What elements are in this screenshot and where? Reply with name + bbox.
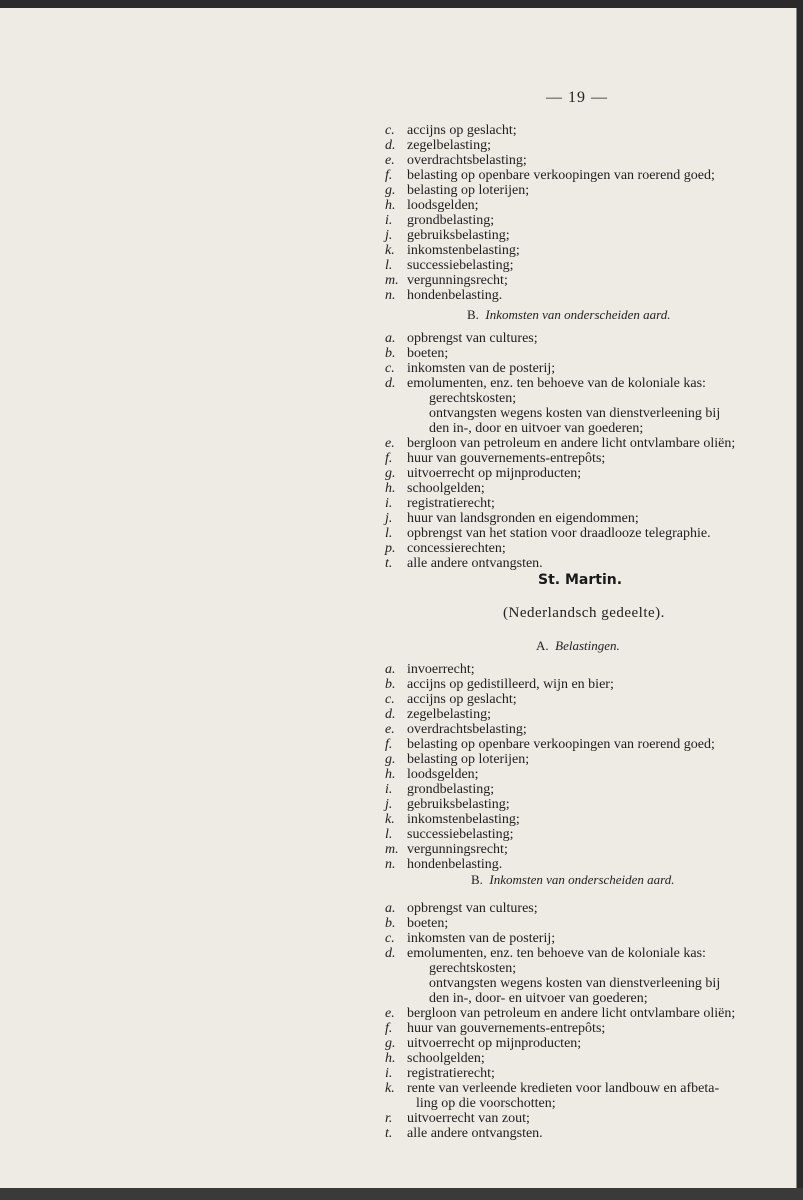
item-text: uitvoerrecht van zout; (407, 1111, 530, 1126)
item-text: gebruiksbelasting; (407, 228, 510, 243)
item-text: inkomsten van de posterij; (407, 361, 556, 376)
item-text: rente van verleende kredieten voor landbouw en afbeta- (407, 1081, 720, 1096)
item-marker: m. (385, 273, 399, 288)
item-text: grondbelasting; (407, 213, 495, 228)
item-text: opbrengst van het station voor draadlooze telegraphie. (407, 526, 711, 541)
item-text: huur van landsgronden en eigendommen; (407, 511, 639, 526)
continuation-line: gerechtskosten; (429, 391, 517, 406)
item-marker: h. (385, 481, 396, 496)
section-heading-b (471, 872, 675, 888)
item-text: opbrengst van cultures; (407, 901, 538, 916)
item-marker: k. (385, 243, 395, 258)
item-marker: a. (385, 901, 396, 916)
item-marker: g. (385, 1036, 396, 1051)
heading-title: Belastingen. (555, 638, 620, 653)
item-marker: b. (385, 677, 396, 692)
item-marker: e. (385, 153, 395, 168)
item-marker: g. (385, 752, 396, 767)
item-marker: f. (385, 168, 393, 183)
item-text: grondbelasting; (407, 782, 495, 797)
item-text: vergunningsrecht; (407, 842, 508, 857)
item-marker: l. (385, 258, 393, 273)
item-text: registratierecht; (407, 1066, 495, 1081)
item-text: bergloon van petroleum en andere licht ontvlambare oliën; (407, 1006, 736, 1021)
item-text: emolumenten, enz. ten behoeve van de koloniale kas: (407, 946, 706, 961)
item-marker: a. (385, 331, 396, 346)
item-text: registratierecht; (407, 496, 495, 511)
item-marker: b. (385, 916, 396, 931)
item-marker: i. (385, 1066, 393, 1081)
item-text: vergunningsrecht; (407, 273, 508, 288)
scan-border (0, 1188, 803, 1200)
heading-letter: B. (471, 872, 483, 887)
item-marker: j. (385, 228, 393, 243)
section-heading-a (536, 638, 620, 654)
item-marker: c. (385, 361, 395, 376)
item-marker: c. (385, 123, 395, 138)
heading-letter: B. (467, 307, 479, 322)
item-marker: g. (385, 183, 396, 198)
heading-title: Inkomsten van onderscheiden aard. (485, 307, 671, 322)
item-marker: k. (385, 1081, 395, 1096)
item-marker: e. (385, 722, 395, 737)
item-marker: l. (385, 526, 393, 541)
item-marker: t. (385, 1126, 393, 1141)
item-marker: l. (385, 827, 393, 842)
item-marker: g. (385, 466, 396, 481)
item-text: huur van gouvernements-entrepôts; (407, 1021, 606, 1036)
heading-letter: A. (536, 638, 549, 653)
item-text: inkomstenbelasting; (407, 243, 520, 258)
item-text: uitvoerrecht op mijnproducten; (407, 466, 582, 481)
item-text: zegelbelasting; (407, 707, 491, 722)
item-marker: f. (385, 451, 393, 466)
continuation-line: den in-, door en uitvoer van goederen; (429, 421, 644, 436)
item-text: alle andere ontvangsten. (407, 1126, 543, 1141)
item-marker: h. (385, 198, 396, 213)
item-marker: k. (385, 812, 395, 827)
item-marker: e. (385, 436, 395, 451)
item-text: overdrachtsbelasting; (407, 722, 527, 737)
item-text: inkomstenbelasting; (407, 812, 520, 827)
item-text: emolumenten, enz. ten behoeve van de koloniale kas: (407, 376, 706, 391)
item-text: accijns op geslacht; (407, 692, 517, 707)
item-text: schoolgelden; (407, 1051, 485, 1066)
item-text: boeten; (407, 916, 449, 931)
item-text: accijns op gedistilleerd, wijn en bier; (407, 677, 614, 692)
item-text: belasting op openbare verkoopingen van roerend goed; (407, 168, 715, 183)
continuation-line: ontvangsten wegens kosten van dienstverleening bij (429, 406, 721, 421)
item-text: bergloon van petroleum en andere licht ontvlambare oliën; (407, 436, 736, 451)
item-marker: f. (385, 1021, 393, 1036)
item-marker: m. (385, 842, 399, 857)
item-text: loodsgelden; (407, 198, 479, 213)
item-text: boeten; (407, 346, 449, 361)
item-text: concessierechten; (407, 541, 506, 556)
item-text: hondenbelasting. (407, 288, 503, 303)
continuation-line: den in-, door- en uitvoer van goederen; (429, 991, 648, 1006)
continuation-line: gerechtskosten; (429, 961, 517, 976)
item-marker: n. (385, 288, 396, 303)
item-marker: i. (385, 496, 393, 511)
item-marker: c. (385, 692, 395, 707)
item-text: zegelbelasting; (407, 138, 491, 153)
item-marker: b. (385, 346, 396, 361)
item-marker: d. (385, 946, 396, 961)
item-text: invoerrecht; (407, 662, 475, 677)
item-text: huur van gouvernements-entrepôts; (407, 451, 606, 466)
item-text: overdrachtsbelasting; (407, 153, 527, 168)
continuation-line: ontvangsten wegens kosten van dienstverleening bij (429, 976, 721, 991)
item-marker: i. (385, 213, 393, 228)
item-marker: a. (385, 662, 396, 677)
st-martin-subtitle: (Nederlandsch gedeelte). (503, 605, 665, 621)
item-text: alle andere ontvangsten. (407, 556, 543, 571)
item-text: inkomsten van de posterij; (407, 931, 556, 946)
item-text: belasting op loterijen; (407, 183, 530, 198)
item-marker: h. (385, 1051, 396, 1066)
item-marker: d. (385, 707, 396, 722)
item-text: successiebelasting; (407, 258, 514, 273)
item-text: hondenbelasting. (407, 857, 503, 872)
item-text: accijns op geslacht; (407, 123, 517, 138)
st-martin-title: St. Martin. (538, 572, 623, 588)
page-number: — 19 — (546, 89, 608, 106)
continuation-line: ling op die voorschotten; (416, 1096, 556, 1111)
item-text: belasting op loterijen; (407, 752, 530, 767)
section-heading-b (467, 307, 671, 323)
item-marker: j. (385, 797, 393, 812)
item-marker: r. (385, 1111, 393, 1126)
item-text: schoolgelden; (407, 481, 485, 496)
item-marker: n. (385, 857, 396, 872)
item-marker: d. (385, 138, 396, 153)
item-marker: c. (385, 931, 395, 946)
item-text: opbrengst van cultures; (407, 331, 538, 346)
item-marker: t. (385, 556, 393, 571)
item-text: loodsgelden; (407, 767, 479, 782)
item-marker: p. (385, 541, 396, 556)
item-marker: j. (385, 511, 393, 526)
item-marker: f. (385, 737, 393, 752)
item-text: belasting op openbare verkoopingen van roerend goed; (407, 737, 715, 752)
item-text: gebruiksbelasting; (407, 797, 510, 812)
item-text: uitvoerrecht op mijnproducten; (407, 1036, 582, 1051)
item-marker: e. (385, 1006, 395, 1021)
heading-title: Inkomsten van onderscheiden aard. (489, 872, 675, 887)
item-marker: h. (385, 767, 396, 782)
item-marker: i. (385, 782, 393, 797)
item-marker: d. (385, 376, 396, 391)
item-text: successiebelasting; (407, 827, 514, 842)
